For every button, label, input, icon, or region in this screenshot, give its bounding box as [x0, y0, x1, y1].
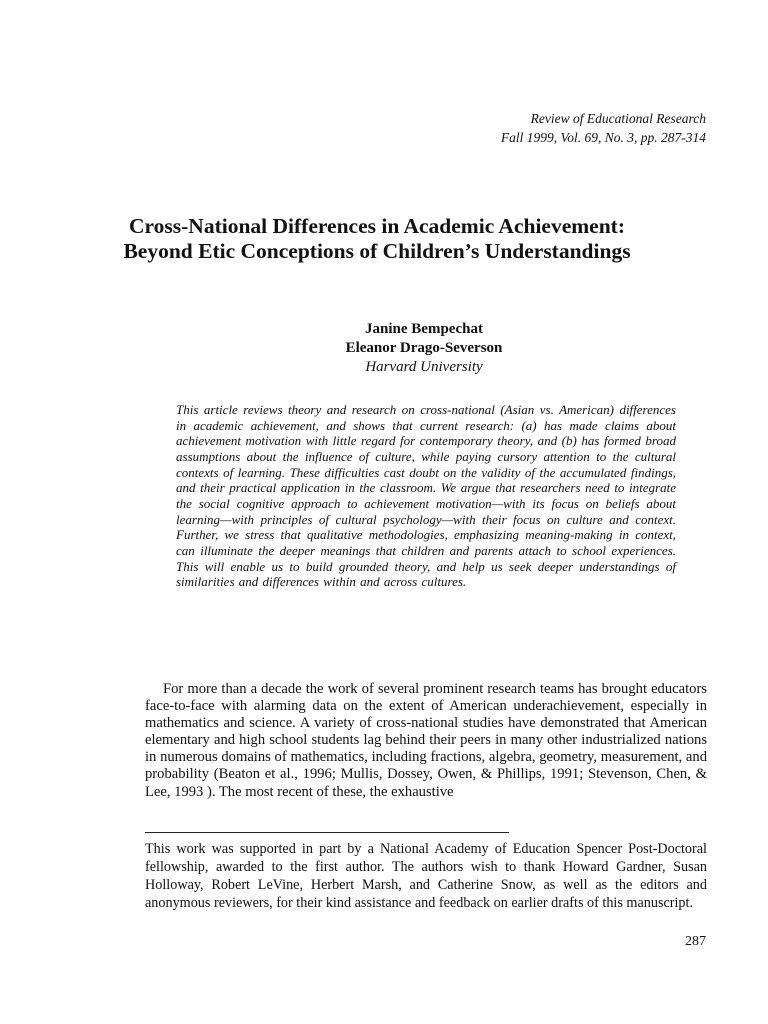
article-title: Cross-National Differences in Academic Achievement: Beyond Etic Conceptions of Children’s Understandings	[123, 214, 631, 263]
journal-issue: Fall 1999, Vol. 69, No. 3, pp. 287-314	[500, 130, 706, 145]
author-block	[0, 320, 768, 377]
author-name: Eleanor Drago-Severson	[345, 340, 503, 356]
author-affiliation: Harvard University	[365, 359, 483, 375]
journal-name: Review of Educational Research	[530, 111, 706, 126]
abstract: This article reviews theory and research on cross-national (Asian vs. American) differences in academic achievement, and shows that current research: (a) has made claims about achievement motivation with little regard for contemporary theory, and (b) has formed broad assumptions about the influence of culture, while paying cursory attention to the cultural contexts of learning. These difficulties cast doubt on the validity of the accumulated findings, and their practical application in the classroom. We argue that researchers need to integrate the social cognitive approach to achievement motivation—with its focus on beliefs about learning—with principles of cultural psychology—with their focus on culture and context. Further, we stress that qualitative methodologies, emphasizing meaning-making in context, can illuminate the deeper meanings that children and parents attach to school experiences. This will enable us to build grounded theory, and help us seek deeper understandings of similarities and differences within and across cultures.	[176, 402, 676, 590]
body-paragraph: For more than a decade the work of several prominent research teams has brought educators face-to-face with alarming data on the extent of American underachievement, especially in mathematics and science. A variety of cross-national studies have demonstrated that American elementary and high school students lag behind their peers in many other industrialized nations in numerous domains of mathematics, including fractions, algebra, geometry, measurement, and probability (Beaton et al., 1996; Mullis, Dossey, Owen, & Phillips, 1991; Stevenson, Chen, & Lee, 1993 ). The most recent of these, the exhaustive	[145, 681, 707, 800]
journal-header	[501, 109, 706, 147]
footnote: This work was supported in part by a National Academy of Education Spencer Post-Doctoral fellowship, awarded to the first author. The authors wish to thank Howard Gardner, Susan Holloway, Robert LeVine, Herbert Marsh, and Catherine Snow, as well as the editors and anonymous reviewers, for their kind assistance and feedback on earlier drafts of this manuscript.	[145, 841, 707, 911]
author-name: Janine Bempechat	[365, 321, 483, 337]
page-number: 287	[685, 934, 706, 949]
footnote-divider	[145, 832, 509, 833]
